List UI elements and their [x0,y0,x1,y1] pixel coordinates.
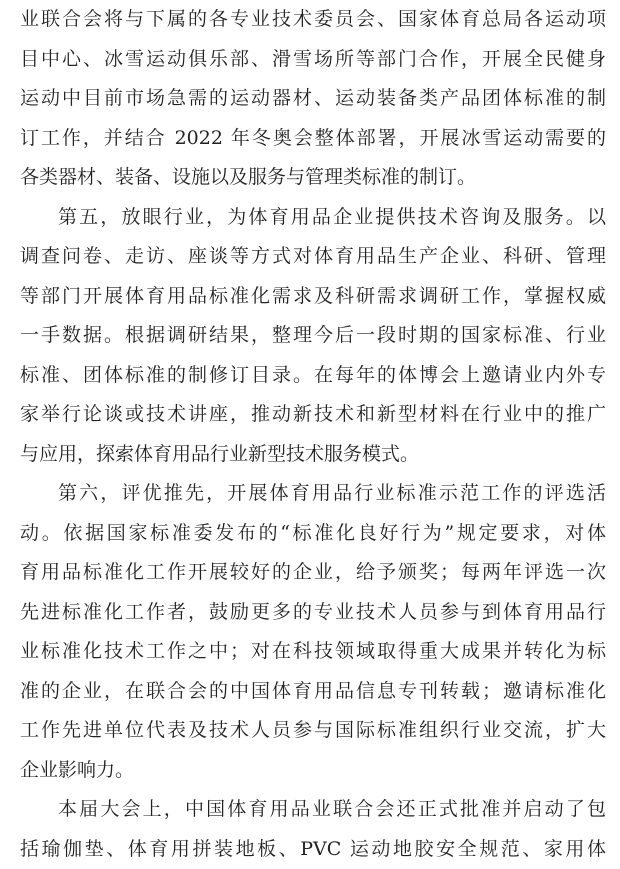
text-line: 准的企业，在联合会的中国体育用品信息专刊转载；邀请标准化 [20,672,606,712]
text-line: 与应用，探索体育用品行业新型技术服务模式。 [20,435,606,475]
paragraph-first-line: 第五，放眼行业，为体育用品企业提供技术咨询及服务。以 [20,198,606,238]
text-line: 等部门开展体育用品标准化需求及科研需求调研工作，掌握权威 [20,277,606,317]
text-line: 调查问卷、走访、座谈等方式对体育用品生产企业、科研、管理 [20,237,606,277]
paragraph-first-line: 本届大会上，中国体育用品业联合会还正式批准并启动了包 [20,790,606,830]
text-line: 育用品标准化工作开展较好的企业，给予颁奖；每两年评选一次 [20,553,606,593]
text-line: 企业影响力。 [20,751,606,791]
text-line: 动。依据国家标准委发布的“标准化良好行为”规定要求，对体 [20,514,606,554]
text-line: 括瑜伽垫、体育用拼装地板、PVC 运动地胶安全规范、家用体 [20,830,606,869]
text-line: 目中心、冰雪运动俱乐部、滑雪场所等部门合作，开展全民健身 [20,40,606,80]
text-line: 各类器材、装备、设施以及服务与管理类标准的制订。 [20,158,606,198]
text-line: 家举行论谈或技术讲座，推动新技术和新型材料在行业中的推广 [20,395,606,435]
text-line: 先进标准化工作者，鼓励更多的专业技术人员参与到体育用品行 [20,593,606,633]
text-line: 订工作，并结合 2022 年冬奥会整体部署，开展冰雪运动需要的 [20,119,606,159]
text-line: 标准、团体标准的制修订目录。在每年的体博会上邀请业内外专 [20,356,606,396]
paragraph-first-line: 第六，评优推先，开展体育用品行业标准示范工作的评选活 [20,474,606,514]
text-line: 一手数据。根据调研结果，整理今后一段时期的国家标准、行业 [20,316,606,356]
text-line: 业联合会将与下属的各专业技术委员会、国家体育总局各运动项 [20,0,606,40]
text-line: 工作先进单位代表及技术人员参与国际标准组织行业交流，扩大 [20,711,606,751]
text-line: 运动中目前市场急需的运动器材、运动装备类产品团体标准的制 [20,79,606,119]
text-line: 业标准化技术工作之中；对在科技领域取得重大成果并转化为标 [20,632,606,672]
